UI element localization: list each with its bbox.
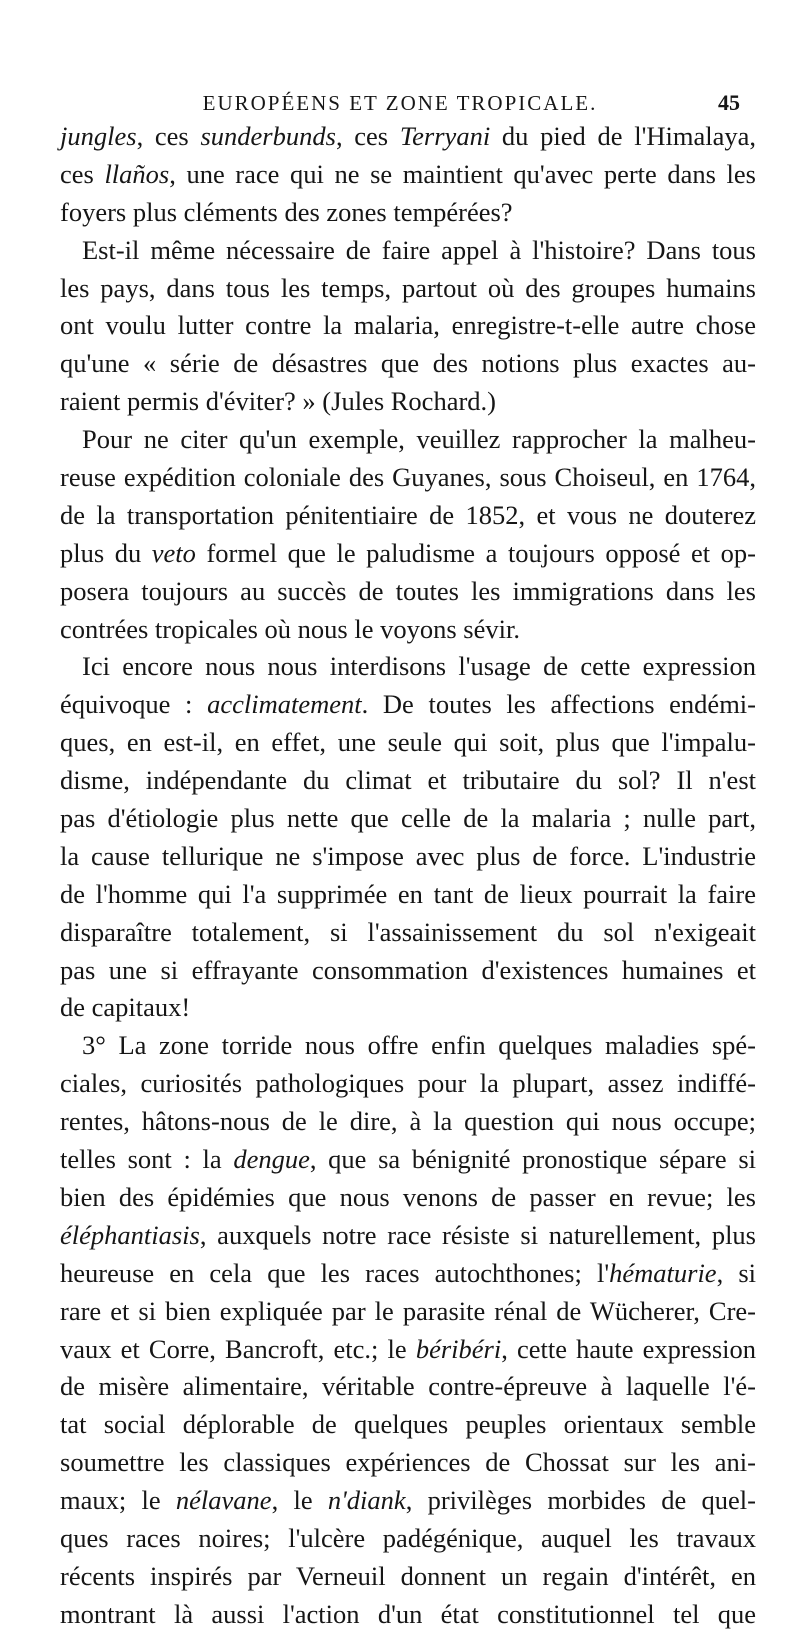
text-line: bien des épidémies que nous venons de passer en revue; les (60, 1181, 756, 1212)
text-line: raient permis d'éviter? » (Jules Rochard.) (60, 386, 496, 417)
text-line: ciales, curiosités pathologiques pour la plupart, assez indiffé- (60, 1068, 756, 1099)
text-line: telles sont : la dengue, que sa bénignité pronostique sépare si (60, 1144, 757, 1175)
text-line: de misère alimentaire, véritable contre-épreuve à laquelle l'é- (60, 1371, 756, 1402)
running-title: EUROPÉENS ET ZONE TROPICALE. (202, 91, 598, 115)
text-line: disparaître totalement, si l'assainissement du sol n'exigeait (60, 916, 756, 947)
page-number: 45 (718, 90, 740, 115)
text-line: qu'une « série de désastres que des notions plus exactes au- (60, 348, 756, 379)
text-line: disme, indépendante du climat et tributaire du sol? Il n'est (60, 765, 756, 796)
text-line: foyers plus cléments des zones tempérées? (60, 196, 513, 227)
text-line: plus du veto formel que le paludisme a toujours opposé et op- (60, 537, 756, 568)
text-line: reuse expédition coloniale des Guyanes, sous Choiseul, en 1764, (60, 462, 756, 493)
text-line: heureuse en cela que les races autochthones; l'hématurie, si (60, 1257, 756, 1288)
text-line: ques, en est-il, en effet, une seule qui soit, plus que l'impalu- (60, 727, 756, 758)
text-line: ont voulu lutter contre la malaria, enregistre-t-elle autre chose (60, 310, 756, 341)
text-line: équivoque : acclimatement. De toutes les affections endémi- (60, 689, 756, 720)
text-line: rentes, hâtons-nous de le dire, à la question qui nous occupe; (60, 1106, 756, 1137)
text-line: pas d'étiologie plus nette que celle de la malaria ; nulle part, (60, 803, 756, 834)
text-line: soumettre les classiques expériences de Chossat sur les ani- (60, 1447, 756, 1478)
text-line: récents inspirés par Verneuil donnent un regain d'intérêt, en (60, 1560, 756, 1591)
text-line: 3° La zone torride nous offre enfin quelques maladies spé- (82, 1030, 756, 1061)
text-line: rare et si bien expliquée par le parasite rénal de Wücherer, Cre- (60, 1295, 756, 1326)
text-line: les pays, dans tous les temps, partout où des groupes humains (60, 272, 756, 303)
body-text (60, 118, 756, 1634)
text-line: maux; le nélavane, le n'diank, privilèges morbides de quel- (60, 1485, 756, 1516)
text-line: montrant là aussi l'action d'un état constitutionnel tel que (60, 1598, 756, 1629)
text-line: ques races noires; l'ulcère padégénique, auquel les travaux (60, 1522, 756, 1553)
running-header (60, 88, 740, 118)
text-line: de la transportation pénitentiaire de 1852, et vous ne douterez (60, 499, 756, 530)
text-line: posera toujours au succès de toutes les immigrations dans les (60, 575, 756, 606)
text-line: de l'homme qui l'a supprimée en tant de lieux pourrait la faire (60, 878, 756, 909)
text-line: ces llaños, une race qui ne se maintient qu'avec perte dans les (60, 158, 756, 189)
text-line: contrées tropicales où nous le voyons sévir. (60, 613, 520, 644)
text-line: jungles, ces sunderbunds, ces Terryani du pied de l'Himalaya, (60, 121, 756, 151)
text-line: pas une si effrayante consommation d'existences humaines et (60, 954, 756, 985)
text-line: éléphantiasis, auxquels notre race résiste si naturellement, plus (60, 1219, 756, 1250)
text-line: de capitaux! (60, 992, 191, 1023)
text-line: Est-il même nécessaire de faire appel à l'histoire? Dans tous (82, 234, 756, 265)
text-line: la cause tellurique ne s'impose avec plus de force. L'industrie (60, 840, 756, 871)
text-line: Pour ne citer qu'un exemple, veuillez rapprocher la malheu- (82, 424, 756, 455)
text-line: Ici encore nous nous interdisons l'usage de cette expression (82, 651, 756, 682)
text-line: vaux et Corre, Bancroft, etc.; le béribéri, cette haute expression (60, 1333, 757, 1364)
text-line: tat social déplorable de quelques peuples orientaux semble (60, 1409, 756, 1440)
